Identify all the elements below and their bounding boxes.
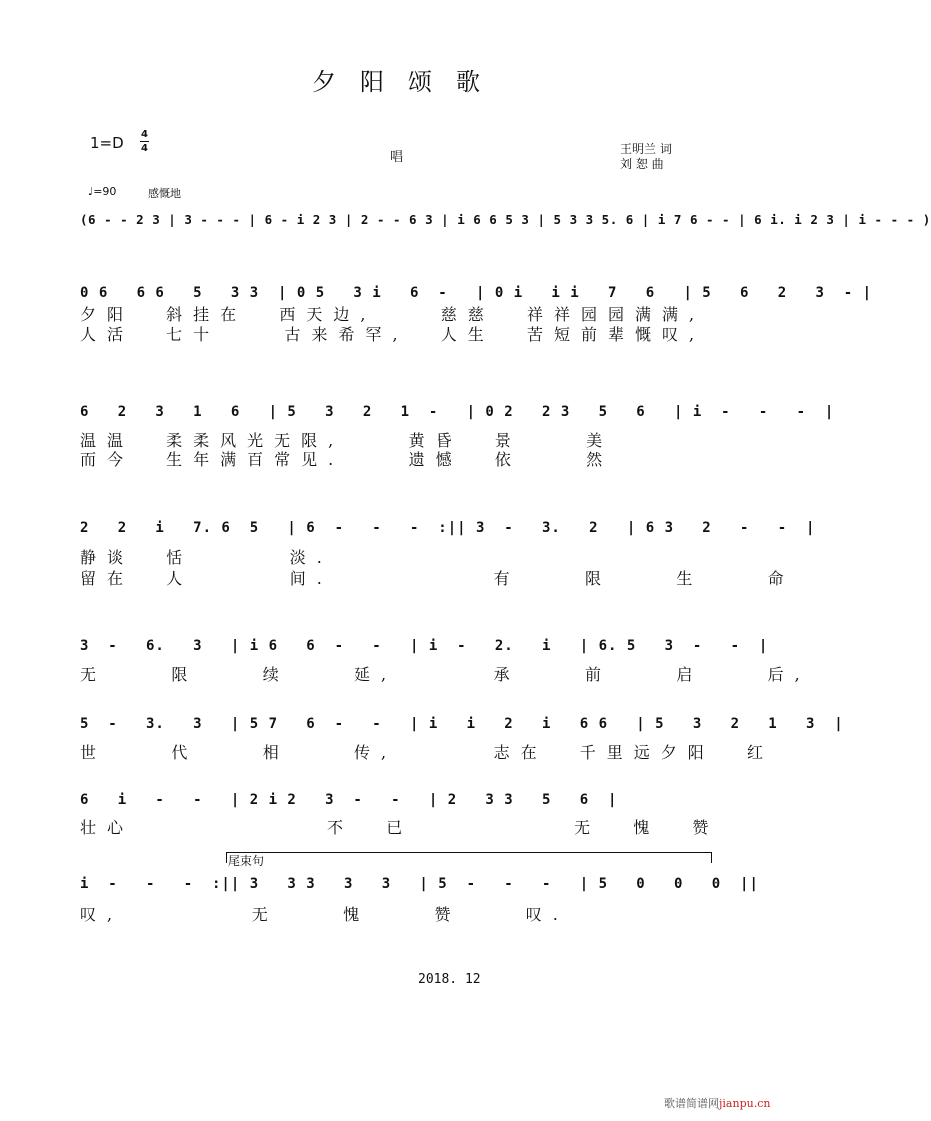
composer-credit: 刘 恕 曲 — [620, 157, 664, 171]
lyrics-line-6: 壮心 不 已 无 愧 赞 — [80, 818, 720, 837]
lyrics-line-4: 无 限 续 延, 承 前 启 后, — [80, 665, 811, 684]
ending-label: 尾束句 — [228, 854, 265, 868]
ending-bracket — [226, 852, 712, 863]
intro-line — [80, 212, 931, 252]
lyrics-line-2-verse-1: 温温 柔柔风光无限, 黄昏 景 美 — [80, 431, 614, 450]
key-signature: 1=D — [90, 134, 124, 152]
notes-line-6: 6 i - - | 2 i 2 3 - - | 2 3 3 5 6 | — [80, 792, 618, 808]
lyrics-line-5: 世 代 相 传, 志在 千里远夕阳 红 — [80, 743, 774, 762]
title-char: 歌 — [456, 68, 480, 96]
tempo-marking: ♩=90 — [88, 185, 117, 198]
notes-line-1: 0 6 6 6 5 3 3 | 0 5 3 i 6 - | 0 i i i 7 6 | 5 6 2 3 - | — [80, 285, 873, 301]
time-signature-top: 4 — [141, 129, 148, 140]
watermark — [664, 1095, 770, 1111]
date-stamp: 2018. 12 — [418, 972, 481, 987]
mood-marking: 感慨地 — [148, 187, 181, 200]
performance-mode: 唱 — [390, 150, 404, 165]
title-char: 颂 — [408, 68, 432, 96]
notes-line-5: 5 - 3. 3 | 5 7 6 - - | i i 2 i 6 6 | 5 3 2 1 3 | — [80, 716, 844, 732]
lyrics-line-3-verse-1: 静谈 恬 淡. — [80, 548, 333, 567]
time-signature-divider — [140, 141, 149, 142]
song-title — [0, 62, 792, 97]
lyrics-line-7: 叹, 无 愧 赞 叹. — [80, 905, 569, 924]
notes-line-2: 6 2 3 1 6 | 5 3 2 1 - | 0 2 2 3 5 6 | i - - - | — [80, 404, 835, 420]
notes-line-7: i - - - :|| 3 3 3 3 3 | 5 - - - | 5 0 0 0 || — [80, 876, 759, 892]
notes-line-3: 2 2 i 7. 6 5 | 6 - - - :|| 3 - 3. 2 | 6 3 2 - - | — [80, 520, 816, 536]
lyricist-credit: 王明兰 词 — [620, 142, 672, 156]
lyrics-line-1-verse-1: 夕阳 斜挂在 西天边, 慈慈 祥祥园园满满, — [80, 305, 706, 324]
title-char: 阳 — [360, 68, 384, 96]
lyrics-line-3-verse-2: 留在 人 间. 有 限 生 命 — [80, 569, 795, 588]
watermark-url: jianpu.cn — [719, 1097, 771, 1110]
notes-line-4: 3 - 6. 3 | i 6 6 - - | i - 2. i | 6. 5 3 - - | — [80, 638, 769, 654]
title-char: 夕 — [312, 68, 336, 96]
lyrics-line-1-verse-2: 人活 七十 古来希罕, 人生 苦短前辈慨叹, — [80, 325, 706, 344]
intro-notes: (6 - - 2 3 | 3 - - - | 6 - i 2 3 | 2 - - 6 3 | i 6 6 5 3 | 5 3 3 5. 6 | i 7 6 - - | 6 i. i 2 3 | i - - - ) — [80, 212, 931, 227]
watermark-site: 歌谱简谱网 — [664, 1097, 719, 1110]
time-signature-bottom: 4 — [141, 143, 148, 154]
lyrics-line-2-verse-2: 而今 生年满百常见. 遗憾 依 然 — [80, 450, 614, 469]
time-signature — [140, 129, 149, 154]
